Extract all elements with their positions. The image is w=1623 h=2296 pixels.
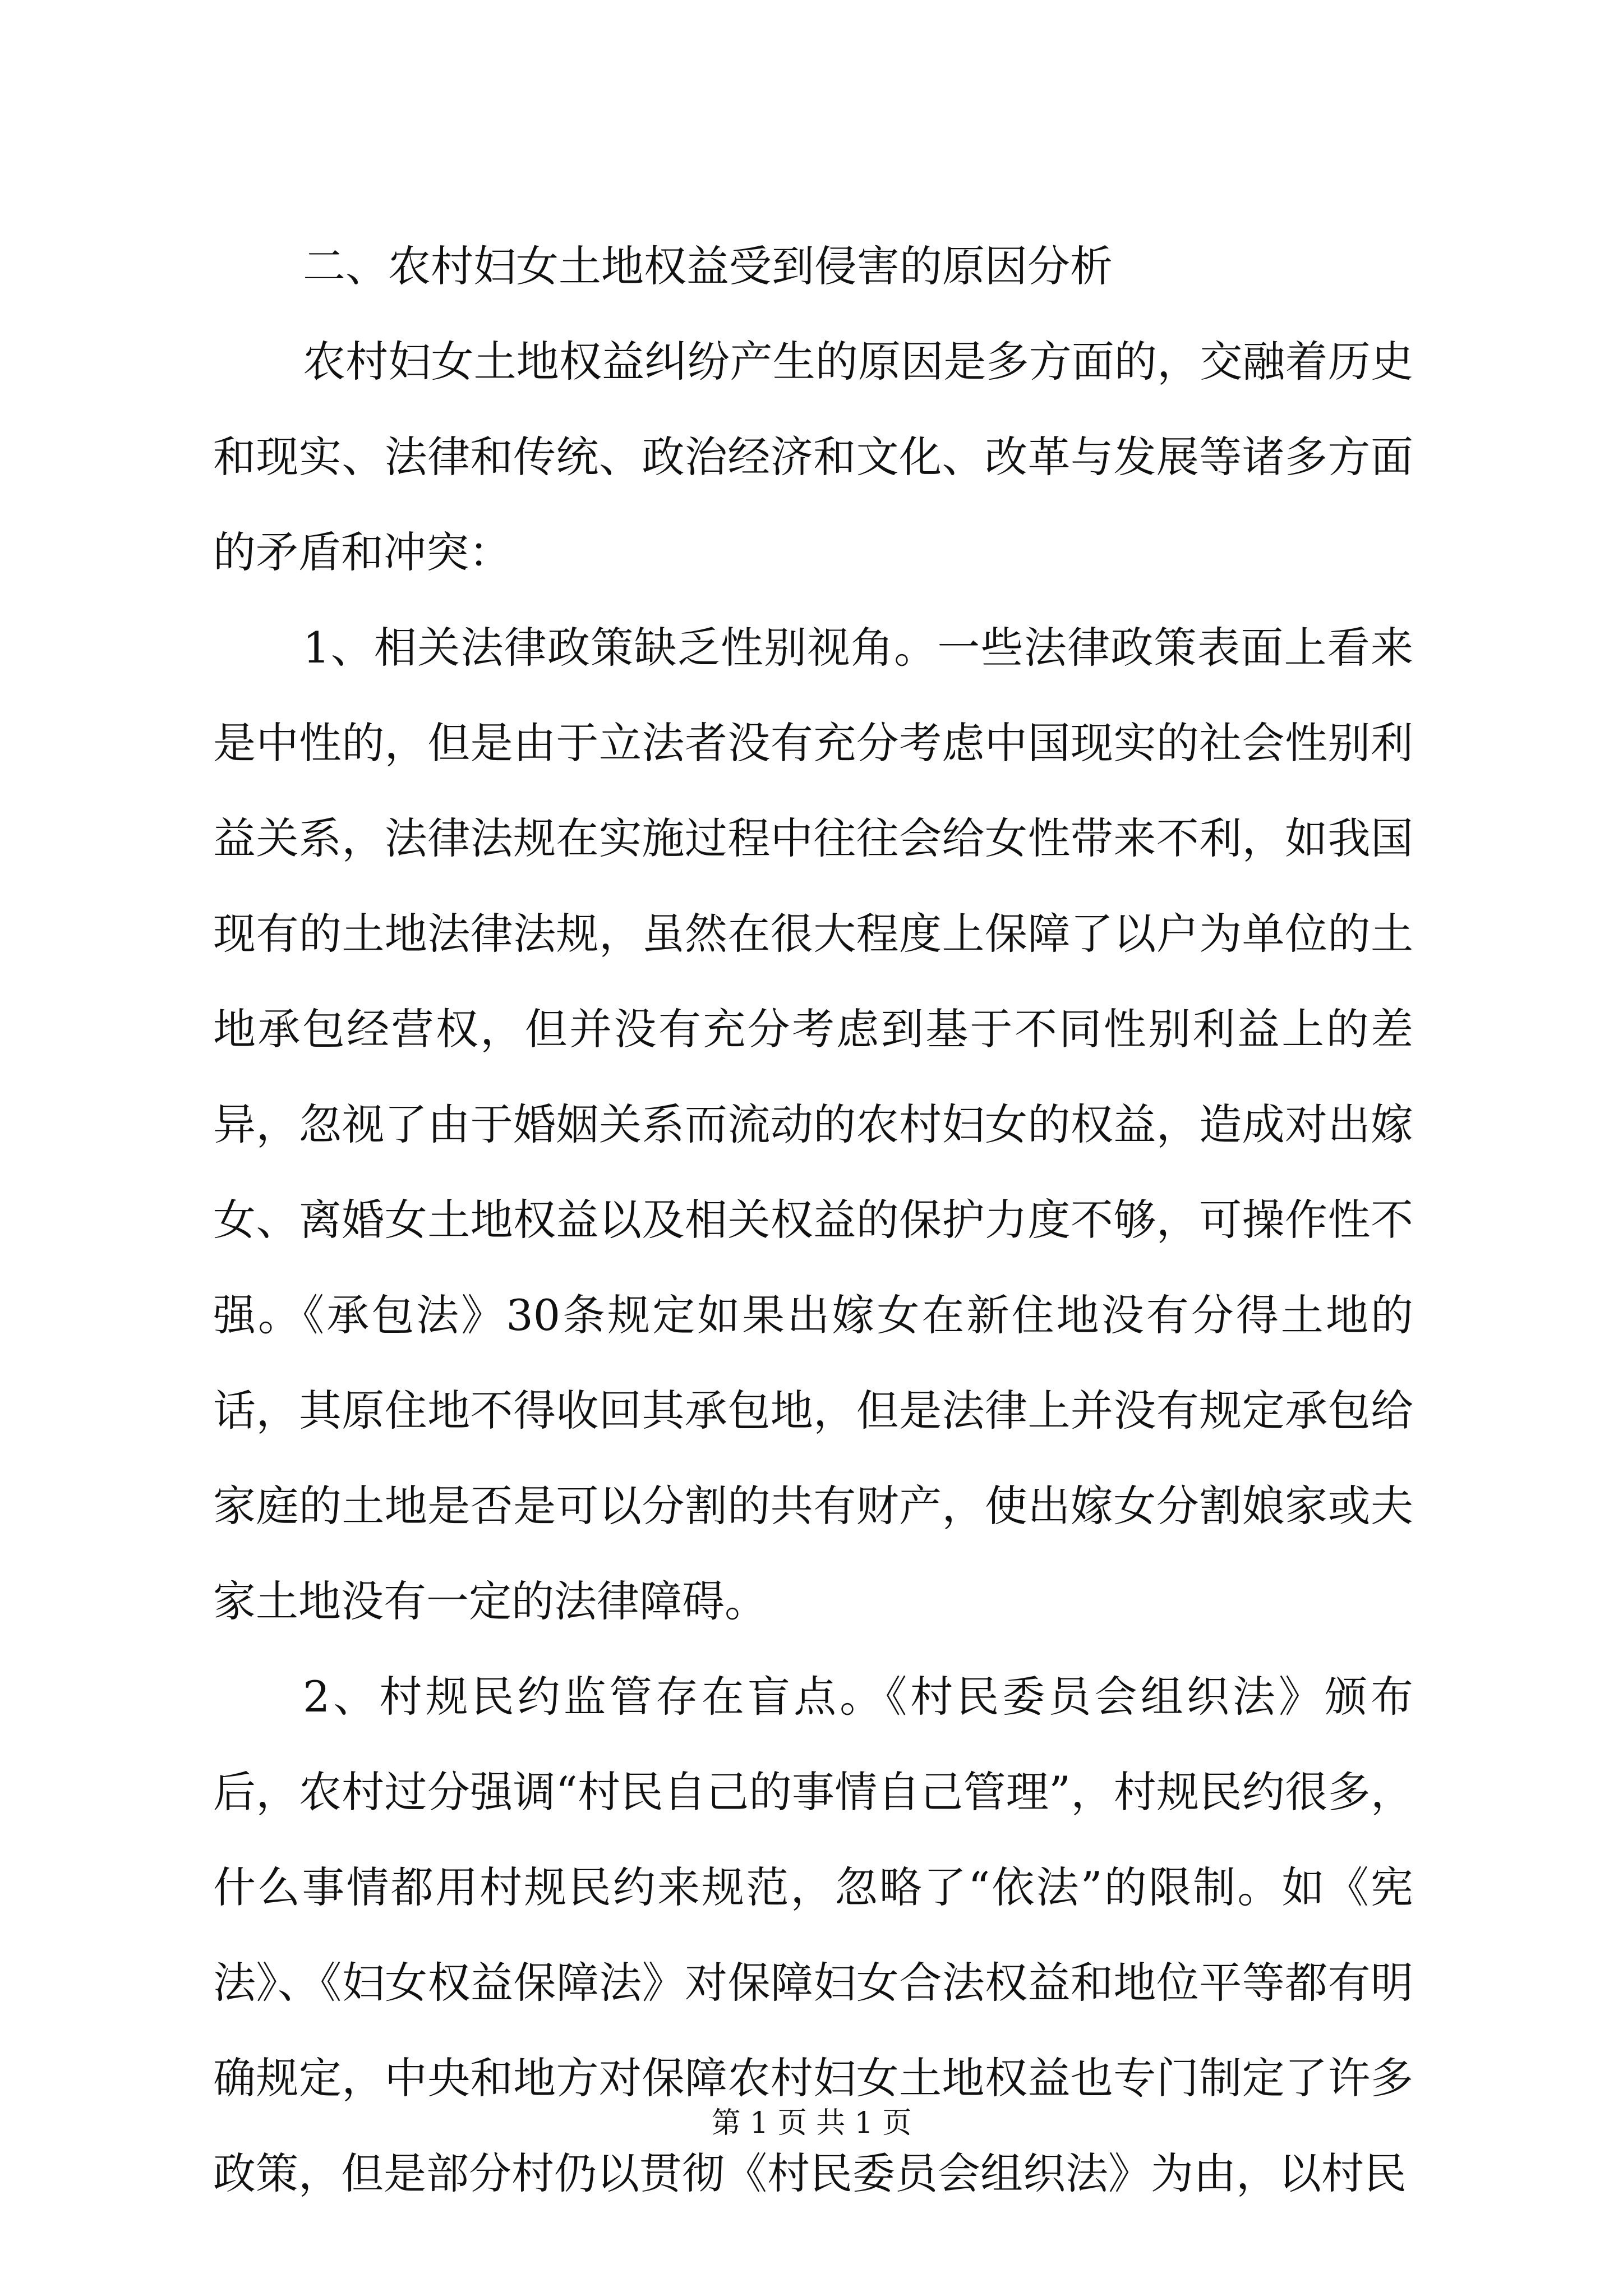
page-footer: 第 1 页 共 1 页 [711,2106,912,2140]
paragraph-point-1: 1、相关法律政策缺乏性别视角。一些法律政策表面上看来是中性的，但是由于立法者没有充分考虑中国现实的社会性别利益关系，法律法规在实施过程中往往会给女性带来不利，如我国现有的土地法律法规，虽然在很大程度上保障了以户为单位的土地承包经营权，但并没有充分考虑到基于不同性别利益上的差异，忽视了由于婚姻关系而流动的农村妇女的权益，造成对出嫁女、离婚女土地权益以及相关权益的保护力度不够，可操作性不强。《承包法》30条规定如果出嫁女在新住地没有分得土地的话，其原住地不得收回其承包地，但是法律上并没有规定承包给家庭的土地是否是可以分割的共有财产，使出嫁女分割娘家或夫家土地没有一定的法律障碍。 [213,623,1413,1626]
paragraph-intro: 农村妇女土地权益纠纷产生的原因是多方面的，交融着历史和现实、法律和传统、政治经济和文化、改革与发展等诸多方面的矛盾和冲突： [213,337,1413,577]
section-heading: 二、农村妇女土地权益受到侵害的原因分析 [303,241,1113,291]
paragraph-point-2: 2、村规民约监管存在盲点。《村民委员会组织法》颁布后，农村过分强调“村民自己的事情自己管理”，村规民约很多，什么事情都用村规民约来规范，忽略了“依法”的限制。如《宪法》、《妇女权益保障法》对保障妇女合法权益和地位平等都有明确规定，中央和地方对保障农村妇女土地权益也专门制定了许多政策，但是部分村仍以贯彻《村民委员会组织法》为由，以村民 [213,1672,1413,2198]
document-body [213,219,1413,2221]
